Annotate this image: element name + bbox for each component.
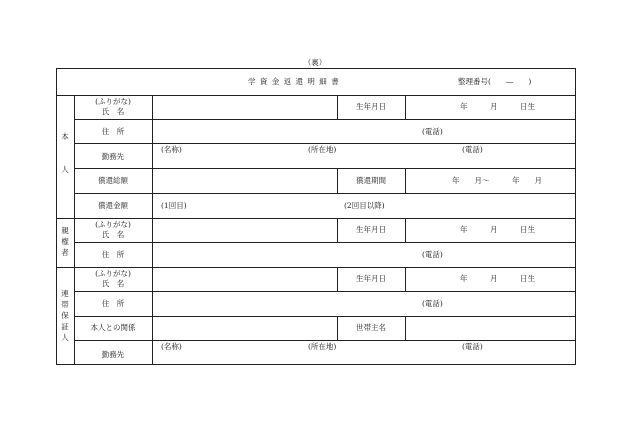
rule	[74, 291, 576, 292]
workplace-phone-label: (電話)	[462, 145, 483, 154]
label-divider	[152, 95, 153, 365]
col-divider	[405, 267, 406, 291]
repay-total-label: 償還総額	[98, 176, 128, 185]
furigana-label: (ふりがな)	[95, 97, 131, 106]
section-honnin: 本 人	[61, 132, 69, 174]
birthdate-field[interactable]: 年 月 日生	[460, 102, 535, 111]
birthdate-label: 生年月日	[356, 274, 386, 283]
workplace-name-label: (名称)	[161, 342, 182, 351]
birthdate-label: 生年月日	[356, 225, 386, 234]
workplace-location-label: (所在地)	[308, 342, 337, 351]
furigana-label: (ふりがな)	[95, 269, 131, 278]
repay-period-label: 償還期間	[356, 176, 386, 185]
name-label: 氏 名	[101, 107, 125, 116]
col-divider	[405, 168, 406, 193]
rule	[74, 316, 576, 317]
rule	[74, 340, 576, 341]
col-divider	[405, 218, 406, 242]
col-divider	[405, 316, 406, 340]
address-label: 住 所	[101, 299, 125, 308]
page-label: （裏）	[303, 58, 327, 67]
phone-label: (電話)	[422, 127, 443, 136]
name-field[interactable]	[152, 96, 337, 118]
workplace-name-label: (名称)	[161, 145, 182, 154]
later-installments-label: (2回目以降)	[344, 201, 385, 210]
rule	[74, 193, 576, 194]
name-label: 氏 名	[101, 230, 125, 239]
repay-period-field[interactable]: 年 月～ 年 月	[452, 176, 542, 185]
rule	[74, 119, 576, 120]
rule	[56, 267, 576, 268]
workplace-location-label: (所在地)	[308, 145, 337, 154]
birthdate-label: 生年月日	[356, 102, 386, 111]
phone-label: (電話)	[422, 250, 443, 259]
name-label: 氏 名	[101, 279, 125, 288]
address-label: 住 所	[101, 250, 125, 259]
furigana-label: (ふりがな)	[95, 220, 131, 229]
relation-label: 本人との関係	[90, 323, 136, 332]
workplace-label: 勤務先	[101, 350, 125, 359]
repay-amount-label: 償還金額	[98, 201, 128, 210]
address-label: 住 所	[101, 127, 125, 136]
rule	[56, 218, 576, 219]
household-head-label: 世帯主名	[356, 323, 386, 332]
workplace-phone-label: (電話)	[462, 342, 483, 351]
section-cosigner: 連 帯 保 証 人	[61, 289, 69, 342]
rule	[74, 168, 576, 169]
birthdate-field[interactable]: 年 月 日生	[460, 274, 535, 283]
birthdate-field[interactable]: 年 月 日生	[460, 225, 535, 234]
phone-label: (電話)	[422, 299, 443, 308]
workplace-label: 勤務先	[101, 152, 125, 161]
rule	[74, 242, 576, 243]
section-guardian: 親 権 者	[61, 226, 69, 257]
col-divider	[405, 95, 406, 119]
rule	[74, 143, 576, 144]
form-title: 学 資 金 返 還 明 細 書	[248, 77, 340, 86]
first-installment-label: (1回目)	[161, 201, 187, 210]
reference-number: 整理番号( ― )	[458, 77, 532, 86]
